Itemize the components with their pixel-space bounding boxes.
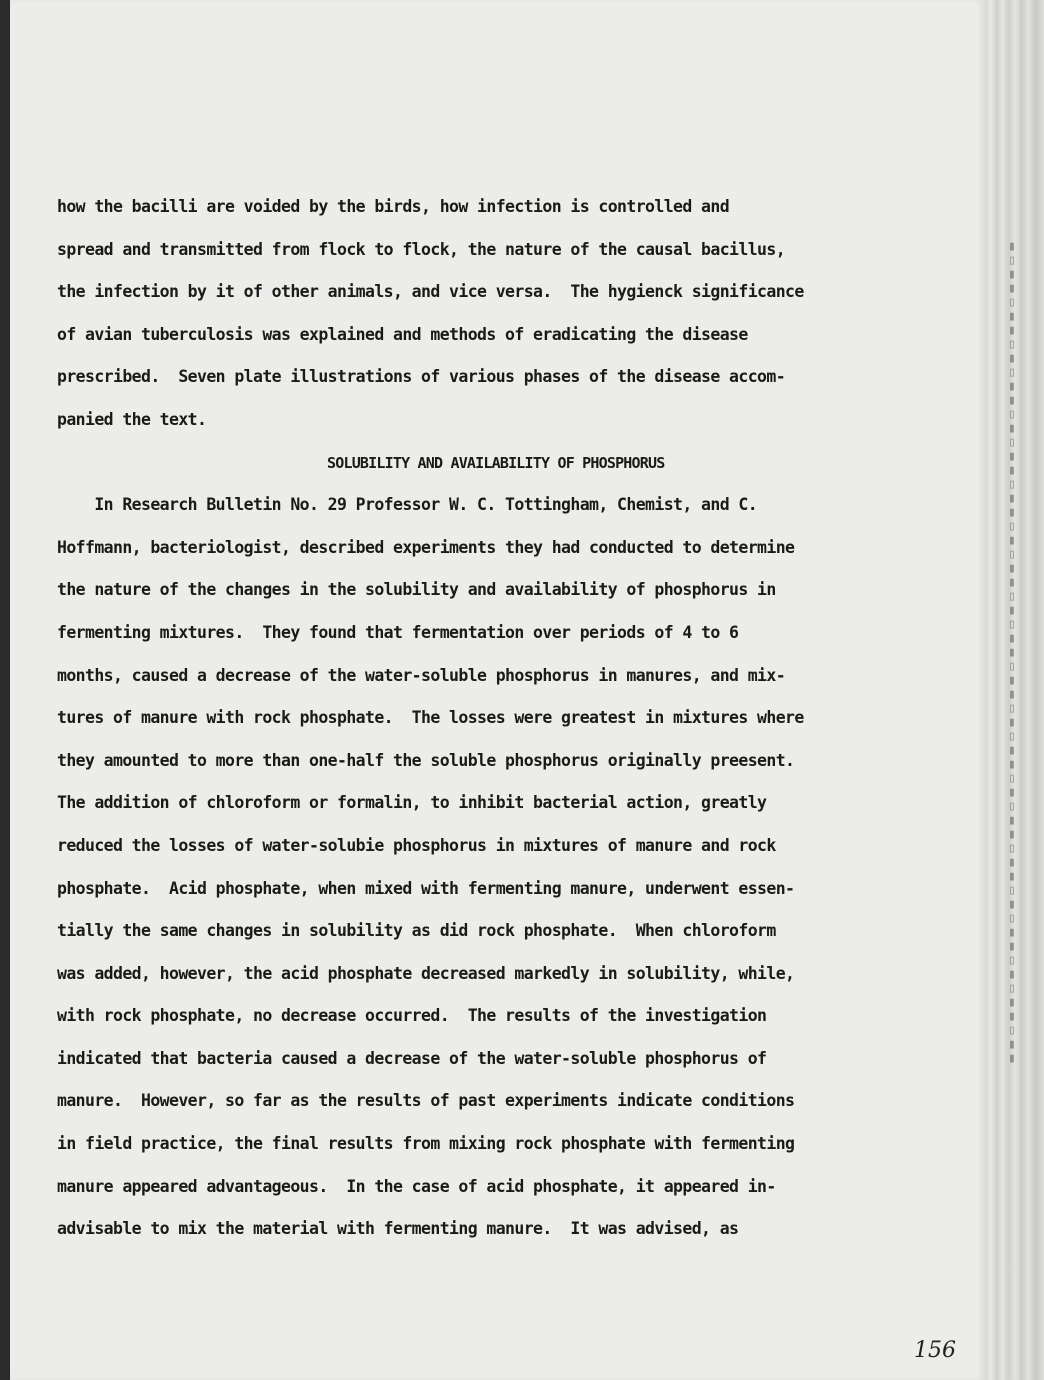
paragraph-line: reduced the losses of water-solubie phosphorus in mixtures of manure and rock (57, 835, 776, 855)
paragraph-line: months, caused a decrease of the water-soluble phosphorus in manures, and mix- (57, 665, 786, 685)
paragraph-line: the nature of the changes in the solubility and availability of phosphorus in (57, 580, 776, 600)
paragraph-line: was added, however, the acid phosphate decreased markedly in solubility, while, (57, 963, 795, 983)
paragraph-line: with rock phosphate, no decrease occurred. The results of the investigation (57, 1006, 767, 1026)
text-line: of avian tuberculosis was explained and methods of eradicating the disease (57, 324, 748, 344)
text-line: how the bacilli are voided by the birds, how infection is controlled and (57, 197, 730, 216)
paragraph-line: indicated that bacteria caused a decrease of the water-soluble phosphorus of (57, 1048, 767, 1068)
text-line: prescribed. Seven plate illustrations of various phases of the disease accom- (57, 367, 786, 387)
paragraph-line: they amounted to more than one-half the soluble phosphorus originally preesent. (57, 750, 795, 770)
page-number: 156 (914, 1338, 956, 1363)
paragraph-line: in field practice, the final results from mixing rock phosphate with fermenting (57, 1134, 795, 1154)
bleed-through-marks: ▮▯▮▮▯▮▮▯▮▯▮▮▯▮▯▮▮▯▮▮▯▮▯▮▮▯▮▯▮▮▯▮▮▯▮▯▮▮▯▮▯▮▮▯▮▮▯▮▯▮▮▯▮▯▮▮▯▮▮ (1008, 239, 1016, 1066)
text-line: panied the text. (57, 409, 207, 429)
paragraph-line: In Research Bulletin No. 29 Professor W. C. Tottingham, Chemist, and C. (57, 495, 758, 515)
paragraph-line: tures of manure with rock phosphate. The losses were greatest in mixtures where (57, 708, 804, 728)
paragraph-line: manure appeared advantageous. In the case of acid phosphate, it appeared in- (57, 1176, 776, 1196)
paragraph-line: manure. However, so far as the results of past experiments indicate conditions (57, 1091, 795, 1111)
paragraph-line: fermenting mixtures. They found that fermentation over periods of 4 to 6 (57, 622, 739, 642)
body-text (57, 192, 937, 1257)
paragraph-line: The addition of chloroform or formalin, to inhibit bacterial action, greatly (57, 793, 767, 813)
document-page (10, 0, 985, 1380)
section-heading: SOLUBILITY AND AVAILABILITY OF PHOSPHORUS (327, 453, 665, 472)
text-line: spread and transmitted from flock to flock, the nature of the causal bacillus, (57, 239, 786, 259)
paragraph-line: tially the same changes in solubility as did rock phosphate. When chloroform (57, 921, 776, 941)
paragraph-line: phosphate. Acid phosphate, when mixed with fermenting manure, underwent essen- (57, 878, 795, 898)
paragraph-line: advisable to mix the material with fermenting manure. It was advised, as (57, 1219, 739, 1239)
paragraph-line: Hoffmann, bacteriologist, described experiments they had conducted to determine (57, 537, 795, 557)
text-line: the infection by it of other animals, and vice versa. The hygienck significance (57, 282, 804, 302)
